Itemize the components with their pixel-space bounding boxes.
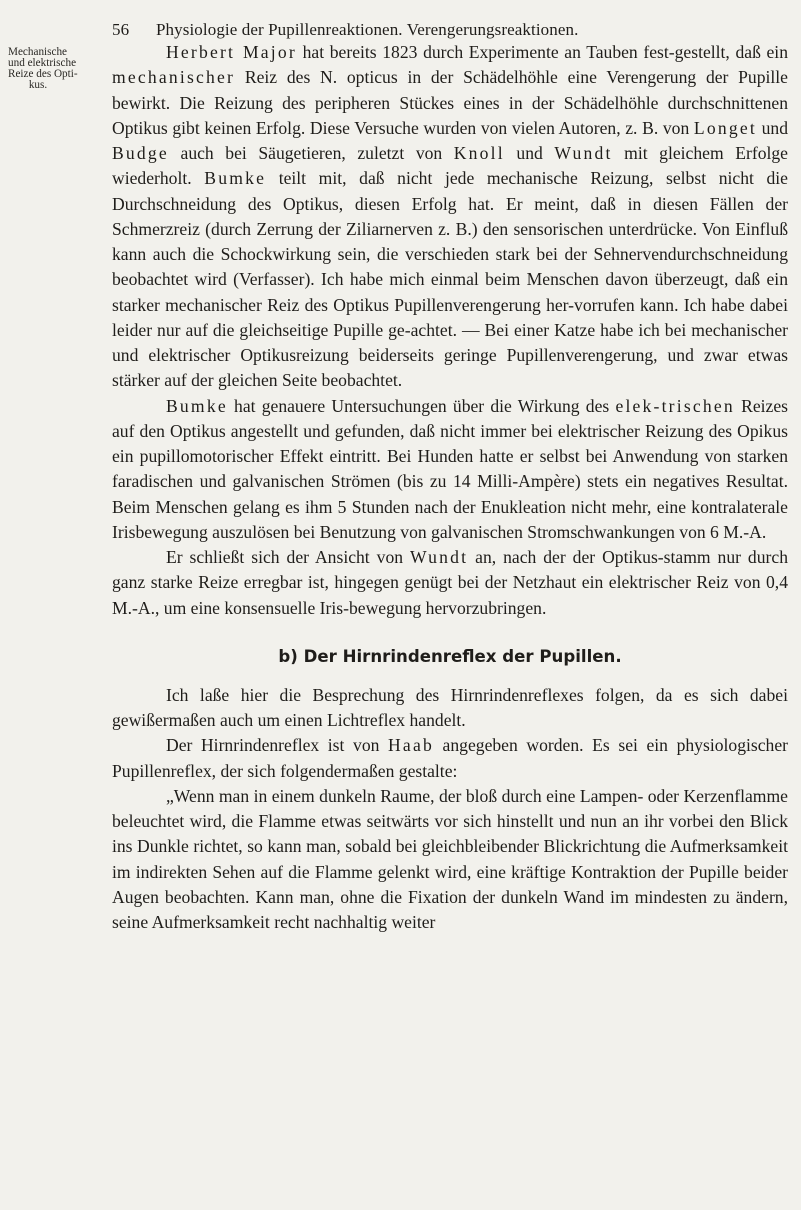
text-segment: hat genauere Untersuchungen über die Wirkung des <box>227 395 616 416</box>
spaced-name: Herbert Major <box>166 42 297 62</box>
text-segment: hat bereits 1823 durch Experimente an Tauben fest-gestellt, daß ein <box>296 42 788 62</box>
text-segment: „Wenn man in einem dunkeln Raume, der bloß durch eine Lampen- oder Kerzenflamme beleuchtet wird, die Flamme etwas seitwärts vor sich hinstellt und nun an ihr vorbei den Blick ins Dunkle richtet, so kann man, sobald bei gleichbleibender Blickrichtung die Aufmerksamkeit im indirekten Sehen auf die Flamme gelenkt wird, eine kräftige Kontraktion der Pupille beider Augen beobachten. Kann man, ohne die Fixation der dunkeln Wand im mindesten zu ändern, seine Aufmerksamkeit recht nachhaltig weiter <box>112 785 788 932</box>
spaced-name: Longet <box>693 117 757 138</box>
text-segment: an, nach der der Optikus-stamm nur durch ganz starke Reize erregbar ist, hingegen genügt bei der Netzhaut ein elektrischer Reiz von 0,4 M.-A., um eine konsensuelle Iris-bewegung hervorzubringen. <box>112 547 788 618</box>
text-segment: Ich laße hier die Besprechung des Hirnrindenreflexes folgen, da es sich dabei gewißermaßen auch um einen Lichtreflex handelt. <box>112 684 788 730</box>
spaced-name: Bumke <box>204 168 267 189</box>
body-text <box>112 40 788 935</box>
text-segment: angegeben worden. Es sei ein physiologischer Pupillenreflex, der sich folgendermaßen gestalte: <box>112 735 788 781</box>
text-segment: mit gleichem Erfolge wiederholt. <box>112 143 788 189</box>
paragraphs-before <box>112 40 788 621</box>
spaced-name: Knoll <box>453 143 505 163</box>
paragraph <box>112 394 788 546</box>
margin-note-line: Mechanische <box>8 46 68 58</box>
text-segment: Reiz des N. opticus in der Schädelhöhle eine Verengerung der Pupille bewirkt. Die Reizung des peripheren Stückes eines in der Schädelhöhle durchschnittenen Optikus gibt keinen Erfolg. Diese Versuche wurden von vielen Autoren, z. B. von <box>112 67 788 138</box>
text-segment: Der Hirnrindenreflex ist von <box>166 735 389 756</box>
spaced-name: elek-trischen <box>615 395 735 416</box>
section-heading: b) Der Hirnrindenreflex der Pupillen. <box>278 646 622 666</box>
paragraph <box>112 40 788 394</box>
margin-note-line: kus. <box>28 79 48 91</box>
spaced-name: Wundt <box>554 143 613 163</box>
running-head: Physiologie der Pupillenreaktionen. Verengerungsreaktionen. <box>156 20 579 39</box>
margin-note-line: Reize des Opti- <box>8 68 78 80</box>
page-number: 56 <box>112 20 130 39</box>
margin-note <box>8 47 96 91</box>
text-segment: Reizes auf den Optikus angestellt und gefunden, daß nicht immer bei elektrischer Reizung des Opikus ein pupillomotorischer Effekt eintritt. Bei Hunden hatte er selbst bei Anwendung von starken faradischen und galvanischen Strömen (bis zu 14 Milli-Ampère) stets ein negatives Resultat. Beim Menschen gelang es ihm 5 Stunden nach der Enukleation nicht mehr, eine kontralaterale Irisbewegung auszulösen bei Benutzung von galvanischen Stromschwankungen von 6 M.-A. <box>112 395 789 542</box>
spaced-name: Wundt <box>410 547 469 567</box>
paragraph <box>112 733 788 784</box>
margin-note-line: und elektrische <box>8 57 77 69</box>
spaced-name: mechanischer <box>112 67 236 88</box>
spaced-name: Bumke <box>166 395 228 416</box>
paragraphs-after <box>112 683 788 936</box>
paragraph <box>112 545 788 621</box>
text-segment: Er schließt sich der Ansicht von <box>166 547 410 567</box>
spaced-name: Budge <box>112 143 169 163</box>
text-segment: teilt mit, daß nicht jede mechanische Reizung, selbst nicht die Durchschneidung des Optikus, diesen Erfolg hat. Er meint, daß in diesen Fällen der Schmerzreiz (durch Zerrung der Ziliarnerven z. B.) den sensorischen unterdrücke. Von Einfluß kann auch die Schockwirkung sein, die verschieden stark bei der Sehnervendurchschneidung beobachtet wird (Verfasser). Ich habe mich einmal beim Menschen davon überzeugt, daß ein starker mechanischer Reiz des Optikus Pupillenverengerung her-vorrufen kann. Ich habe dabei leider nur auf die gleichseitige Pupille ge-achtet. — Bei einer Katze habe ich bei mechanischer und elektrischer Optikusreizung beiderseits geringe Pupillenverengerung, und zwar etwas stärker auf der gleichen Seite beobachtet. <box>112 168 788 391</box>
text-segment: und <box>756 117 789 138</box>
page-header <box>112 20 752 42</box>
paragraph <box>112 683 788 734</box>
spaced-name: Haab <box>388 735 434 756</box>
text-segment: und <box>504 143 555 163</box>
text-segment: auch bei Säugetieren, zuletzt von <box>168 143 454 163</box>
paragraph <box>112 784 788 936</box>
